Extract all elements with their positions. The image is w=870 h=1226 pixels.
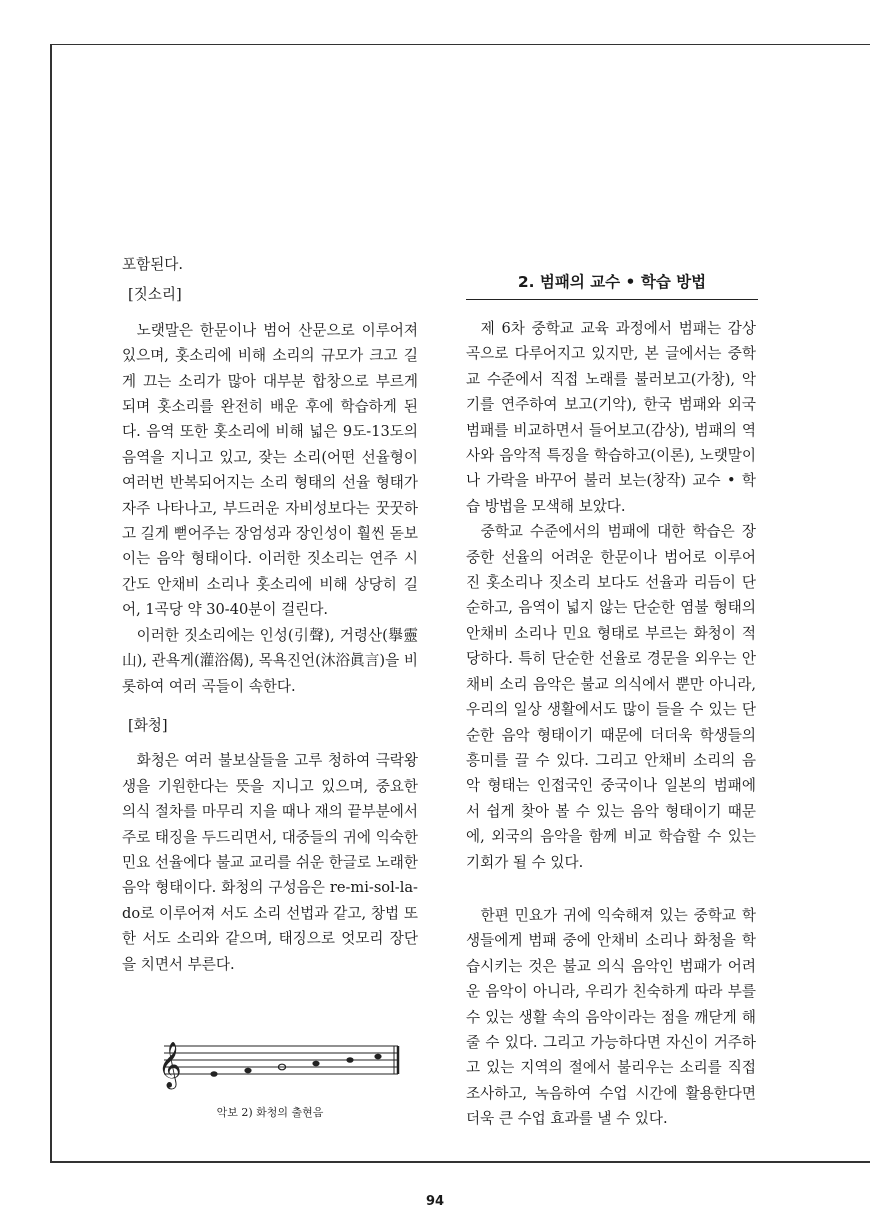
music-staff [150,1028,406,1094]
note-heads [210,1054,381,1077]
right-paragraph-2: 중학교 수준에서의 범패에 대한 학습은 장중한 선율의 어려운 한문이나 범어로 이루어진 홋소리나 짓소리 보다도 선율과 리듬이 단순하고, 음역이 넓지 않는 단순한 염불 형태의 안채비 소리나 민요 형태로 부르는 화청이 적당하다. 특히 단순한 선율로 경문을 외우는 안채비 소리 음악은 불교 의식에서 뿐만 아니라, 우리의 일상 생활에서도 많이 들을 수 있는 단순한 음악 형태이기 때문에 더더욱 학생들의 흥미를 끌 수 있다. 그리고 안채비 소리의 음악 형태는 인접국인 중국이나 일본의 범패에서 쉽게 찾아 볼 수 있는 음악 형태이기 때문에, 외국의 음악을 함께 비교 학습할 수 있는 기회가 될 수 있다. [466,523,756,871]
jitsori-heading: [짓소리] [128,286,182,304]
hwacheong-paragraph-1: 화청은 여러 불보살들을 고루 청하여 극락왕생을 기원한다는 뜻을 지니고 있으며, 중요한 의식 절차를 마무리 지을 때나 재의 끝부분에서 주로 태징을 두드리면서, 대중들의 귀에 익숙한 민요 선율에다 불교 교리를 쉬운 한글로 노래한 음악 형태이다. 화청의 구성음은 re-mi-sol-la-do로 이루어져 서도 소리 선법과 같고, 창법 또한 서도 소리와 같으며, 태징으로 엇모리 장단을 치면서 부른다. [122,752,418,973]
jitsori-paragraph-2: 이러한 짓소리에는 인성(引聲), 거령산(擧靈山), 관욕게(灌浴偈), 목욕진언(沐浴眞言)을 비롯하여 여러 곡들이 속한다. [122,626,418,695]
jitsori-paragraph-1: 노랫말은 한문이나 범어 산문으로 이루어져 있으며, 홋소리에 비해 소리의 규모가 크고 길게 끄는 소리가 많아 대부분 합창으로 부르게 되며 홋소리를 완전히 배운 후에 학습하게 된다. 음역 또한 홋소리에 비해 넓은 9도-13도의 음역을 지니고 있고, 잦는 소리(어떤 선율형이 여러번 반복되어지는 소리 형태의 선율 형태가 자주 나타나고, 부드러운 자비성보다는 꿋꿋하고 길게 뻗어주는 장엄성과 장인성이 훨씬 돋보이는 음악 형태이다. 이러한 짓소리는 연주 시간도 안채비 소리나 홋소리에 비해 상당히 길어, 1곡당 약 30-40분이 걸린다. [122,321,418,619]
right-column [466,316,756,1132]
section-title: 2. 범패의 교수 • 학습 방법 [466,270,758,300]
page-number: 94 [425,1194,445,1209]
right-paragraph-3: 한편 민요가 귀에 익숙해져 있는 중학교 학생들에게 범패 중에 안채비 소리나 화청을 학습시키는 것은 불교 의식 음악인 범패가 어려운 음악이 아니라, 우리가 친숙하게 따라 부를 수 있는 생활 속의 음악이라는 점을 깨닫게 해 줄 수 있다. 그리고 가능하다면 자신이 거주하고 있는 지역의 절에서 불리우는 소리를 직접 조사하고, 녹음하여 수업 시간에 활용한다면 더욱 큰 수업 효과를 낼 수 있다. [466,906,756,1128]
right-paragraph-1: 제 6차 중학교 교육 과정에서 범패는 감상곡으로 다루어지고 있지만, 본 글에서는 중학교 수준에서 직접 노래를 불러보고(가창), 악기를 연주하여 보고(기악), 한국 범패와 외국 범패를 비교하면서 들어보고(감상), 범패의 역사와 음악적 특징을 학습하고(이론), 노랫말이나 가락을 바꾸어 불러 보는(창작) 교수 • 학습 방법을 모색해 보았다. [466,320,756,515]
intro-tail: 포함된다. [122,256,184,273]
music-score-figure [150,1028,406,1094]
treble-clef-icon: 𝄞 [158,1042,182,1088]
figure-caption: 악보 2) 화청의 출현음 [216,1106,324,1119]
hwacheong-heading: [화청] [128,716,168,734]
left-column [122,252,418,977]
